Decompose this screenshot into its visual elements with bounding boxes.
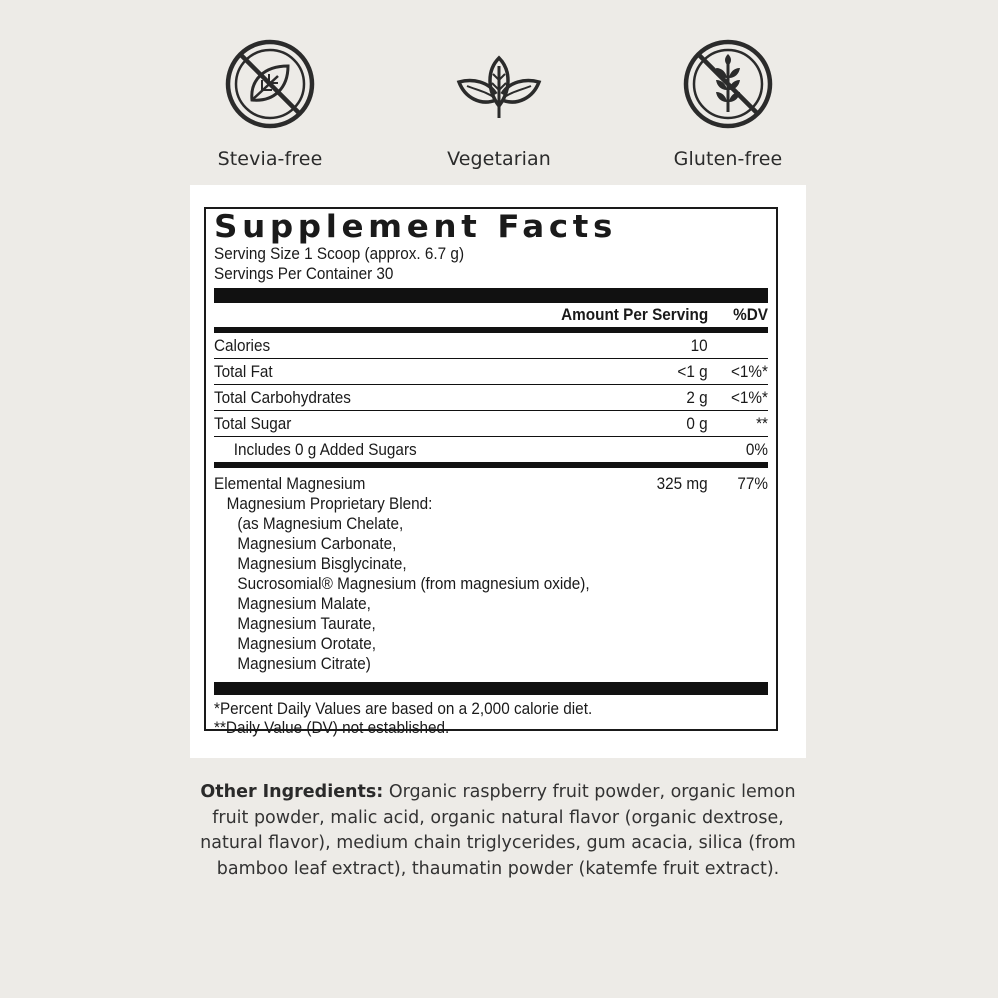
column-header-row (214, 303, 768, 328)
nutrient-dv (727, 333, 768, 358)
magnesium-row (214, 474, 768, 494)
nutrient-dv: ** (756, 414, 768, 433)
nutrient-name: Total Fat (214, 362, 273, 381)
nutrient-row-added-sugars (214, 437, 768, 462)
nutrient-name: Total Sugar (214, 414, 292, 433)
blend-item: Magnesium Taurate, (237, 614, 376, 633)
footnote-not-established: **Daily Value (DV) not established. (214, 718, 450, 737)
badge-row (0, 36, 998, 170)
supplement-facts-panel (190, 185, 806, 758)
magnesium-name: Elemental Magnesium (214, 474, 366, 493)
nutrient-amount: 10 (690, 336, 708, 355)
servings-per-container: Servings Per Container 30 (214, 264, 394, 283)
leaves-icon (451, 36, 547, 132)
blend-item: Magnesium Malate, (237, 594, 371, 613)
nutrient-row-total-fat (214, 359, 768, 385)
magnesium-amount: 325 mg (656, 474, 708, 493)
other-ingredients-text: Organic raspberry fruit powder, organic lemon fruit powder, malic acid, organic natural flavor (organic dextrose, natural flavor), medium chain triglycerides, gum acacia, silica (from bamboo leaf extract), thaumatin powder (katemfe fruit extract). (200, 782, 796, 879)
magnesium-section (214, 468, 768, 682)
nutrient-dv: <1%* (730, 362, 768, 381)
blend-item: Magnesium Bisglycinate, (237, 554, 407, 573)
badge-label: Stevia-free (217, 148, 323, 170)
nutrient-amount (600, 437, 722, 462)
nutrient-name: Total Carbohydrates (214, 388, 351, 407)
blend-title: Magnesium Proprietary Blend: (226, 494, 433, 513)
serving-size: Serving Size 1 Scoop (approx. 6.7 g) (214, 244, 465, 263)
nutrient-row-total-sugar (214, 411, 768, 437)
nutrient-name: Includes 0 g Added Sugars (233, 440, 417, 459)
nutrient-dv: 0% (745, 440, 768, 459)
other-ingredients-label: Other Ingredients: (200, 782, 384, 802)
nutrient-row-calories (214, 333, 768, 359)
nutrient-name: Calories (214, 336, 271, 355)
nutrient-amount: 0 g (686, 414, 708, 433)
badge-gluten-free (648, 36, 808, 170)
nutrient-row-total-carbohydrates (214, 385, 768, 411)
nutrient-dv: <1%* (730, 388, 768, 407)
facts-title: Supplement Facts (214, 209, 617, 245)
divider-thick (214, 682, 768, 695)
blend-item: Magnesium Orotate, (237, 634, 377, 653)
footnote-dv: *Percent Daily Values are based on a 2,000 calorie diet. (214, 699, 593, 718)
header-dv: %DV (733, 305, 768, 324)
blend-item: (as Magnesium Chelate, (237, 514, 404, 533)
magnesium-dv: 77% (737, 474, 768, 493)
other-ingredients (190, 780, 806, 882)
no-leaf-icon (222, 36, 318, 132)
blend-item: Magnesium Citrate) (237, 654, 371, 673)
blend-item: Magnesium Carbonate, (237, 534, 397, 553)
blend-item: Sucrosomial® Magnesium (from magnesium oxide), (237, 574, 590, 593)
footnotes (214, 695, 768, 737)
supplement-facts-table (204, 207, 778, 737)
nutrient-amount: 2 g (686, 388, 708, 407)
no-wheat-icon (680, 36, 776, 132)
divider-thick (214, 288, 768, 303)
badge-vegetarian (419, 36, 579, 170)
nutrient-amount: <1 g (677, 362, 708, 381)
badge-stevia-free (190, 36, 350, 170)
header-amount: Amount Per Serving (561, 305, 709, 324)
badge-label: Vegetarian (447, 148, 551, 170)
badge-label: Gluten-free (673, 148, 783, 170)
